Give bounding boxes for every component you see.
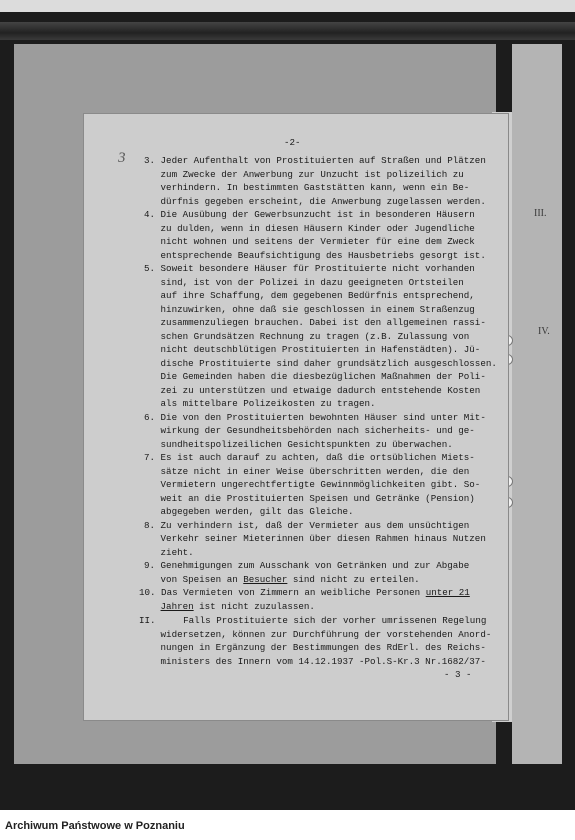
- text-line: zum Zwecke der Anwerbung zur Unzucht ist polizeilich zu: [144, 169, 464, 180]
- text-line: widersetzen, können zur Durchführung der vorstehenden Anord-: [144, 629, 492, 640]
- text-line: nicht wohnen und seitens der Vermieter für eine dem Zweck: [144, 236, 475, 247]
- text-line-start: [144, 601, 161, 612]
- text-line: zu dulden, wenn in diesen Häusern Kinder oder Jugendliche: [144, 223, 475, 234]
- page-footer: - 3 -: [444, 669, 472, 680]
- page-header: -2-: [284, 137, 301, 148]
- underlined-text: Jahren: [160, 601, 194, 612]
- text-line: 3. Jeder Aufenthalt von Prostituierten auf Straßen und Plätzen: [144, 155, 486, 166]
- document-page: [84, 114, 508, 720]
- margin-label-iv: IV.: [538, 326, 550, 337]
- underlined-text: unter 21: [425, 587, 470, 598]
- text-line: abgegeben werden, gilt das Gleiche.: [144, 506, 354, 517]
- text-line: sätze nicht in einer Weise überschritten werden, die den: [144, 466, 470, 477]
- text-line: 9. Genehmigungen zum Ausschank von Getränken und zur Abgabe: [144, 560, 470, 571]
- archive-footer: [0, 810, 575, 840]
- text-line: Vermietern ungerechtfertigte Gewinnmöglichkeiten gibt. So-: [144, 479, 481, 490]
- text-line: Die Gemeinden haben die diesbezüglichen Maßnahmen der Poli-: [144, 371, 486, 382]
- text-line: entsprechende Beaufsichtigung des Hausbetriebs gesorgt ist.: [144, 250, 486, 261]
- text-line-start: 10. Das Vermieten von Zimmern an weibliche Personen: [139, 587, 426, 598]
- text-line: zusammenzuliegen brauchen. Dabei ist den allgemeinen rassi-: [144, 317, 486, 328]
- text-line: 6. Die von den Prostituierten bewohnten Häuser sind unter Mit-: [144, 412, 486, 423]
- text-line: auf ihre Schaffung, dem gegebenen Bedürfnis entsprechend,: [144, 290, 475, 301]
- text-line: wirkung der Gesundheitsbehörden nach sicherheits- und ge-: [144, 425, 475, 436]
- text-line: schen Grundsätzen Rechnung zu tragen (z.B. Zulassung von: [144, 331, 470, 342]
- text-line: verhindern. In bestimmten Gaststätten kann, wenn ein Be-: [144, 182, 470, 193]
- text-line: als mittelbare Polizeikosten zu tragen.: [144, 398, 376, 409]
- underlined-text: Besucher: [243, 574, 288, 585]
- text-line-end: ist nicht zuzulassen.: [193, 601, 315, 612]
- margin-label-iii: III.: [534, 208, 547, 219]
- text-line: [144, 573, 420, 587]
- text-line: zei zu unterstützen und etwaige dadurch entstehende Kosten: [144, 385, 481, 396]
- handwritten-mark: 3: [118, 150, 126, 166]
- text-line-start: von Speisen an: [144, 574, 244, 585]
- text-line: hinzuwirken, ohne daß sie geschlossen in einem Straßenzug: [144, 304, 475, 315]
- text-line: zieht.: [144, 547, 194, 558]
- text-line: dische Prostituierte sind daher grundsätzlich ausgeschlossen.: [144, 358, 497, 369]
- text-line: Verkehr seiner Mieterinnen über diesen Rahmen hinaus Nutzen: [144, 533, 486, 544]
- text-line: [144, 600, 315, 614]
- text-line: [139, 586, 470, 600]
- film-edge: [0, 22, 575, 40]
- adjacent-page: [512, 44, 562, 764]
- archive-label: Archiwum Państwowe w Poznaniu: [5, 820, 185, 832]
- text-line: nungen in Ergänzung der Bestimmungen des RdErl. des Reichs-: [144, 642, 486, 653]
- text-line: sind, ist von der Polizei in dazu geeigneten Ortsteilen: [144, 277, 464, 288]
- text-line: weit an die Prostituierten Speisen und Getränke (Pension): [144, 493, 475, 504]
- text-line: ministers des Innern vom 14.12.1937 -Pol.S-Kr.3 Nr.1682/37-: [144, 656, 486, 667]
- document-text: [84, 114, 508, 720]
- top-strip: [0, 0, 575, 12]
- text-line: nicht deutschblütigen Prostituierten in Hafenstädten). Jü-: [144, 344, 481, 355]
- text-line: sundheitspolizeilichen Gesichtspunkten zu überwachen.: [144, 439, 453, 450]
- text-line: 5. Soweit besondere Häuser für Prostituierte nicht vorhanden: [144, 263, 475, 274]
- text-line: 8. Zu verhindern ist, daß der Vermieter aus dem unsüchtigen: [144, 520, 470, 531]
- text-line: dürfnis gegeben erscheint, die Anwerbung zugelassen werden.: [144, 196, 486, 207]
- text-line: II. Falls Prostituierte sich der vorher umrissenen Regelung: [139, 615, 487, 626]
- text-line: 7. Es ist auch darauf zu achten, daß die ortsüblichen Miets-: [144, 452, 475, 463]
- text-line: 4. Die Ausübung der Gewerbsunzucht ist in besonderen Häusern: [144, 209, 475, 220]
- text-line-end: sind nicht zu erteilen.: [287, 574, 420, 585]
